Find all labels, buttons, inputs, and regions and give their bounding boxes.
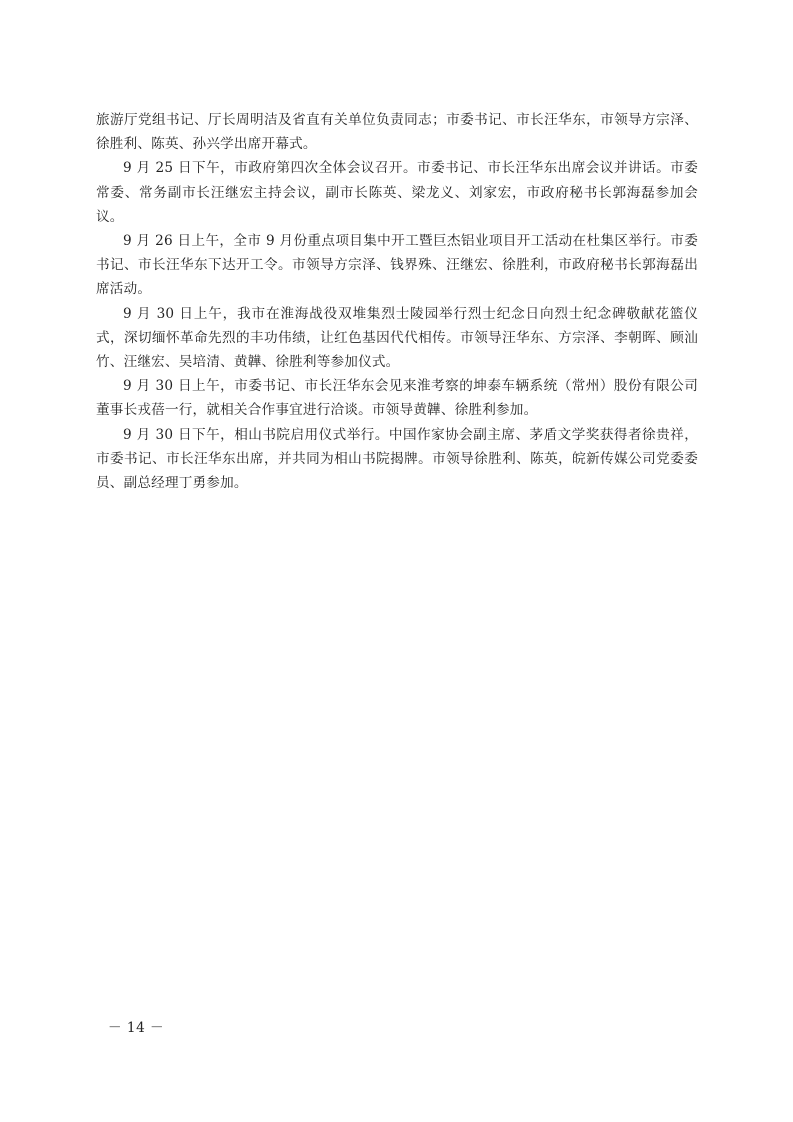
page-number: － 14 － <box>108 1020 165 1036</box>
paragraph-sep30-martyrs: 9 月 30 日上午，我市在淮海战役双堆集烈士陵园举行烈士纪念日向烈士纪念碑敬献花篮仪式，深切缅怀革命先烈的丰功伟绩，让红色基因代代相传。市领导汪华东、方宗泽、李朝晖、顾汕竹、汪继宏、吴培清、黄韡、徐胜利等参加仪式。 <box>96 305 698 371</box>
document-body <box>96 108 698 495</box>
paragraph-sep30-academy: 9 月 30 日下午，相山书院启用仪式举行。中国作家协会副主席、茅盾文学奖获得者徐贵祥，市委书记、市长汪华东出席，并共同为相山书院揭牌。市领导徐胜利、陈英，皖新传媒公司党委委员、副总经理丁勇参加。 <box>96 426 698 492</box>
paragraph-sep30-meeting: 9 月 30 日上午，市委书记、市长汪华东会见来淮考察的坤泰车辆系统（常州）股份有限公司董事长戎蓓一行，就相关合作事宜进行洽谈。市领导黄韡、徐胜利参加。 <box>96 378 698 419</box>
paragraph-continued: 旅游厅党组书记、厅长周明洁及省直有关单位负责同志；市委书记、市长汪华东，市领导方宗泽、徐胜利、陈英、孙兴学出席开幕式。 <box>96 112 698 153</box>
paragraph-sep26-projects: 9 月 26 日上午，全市 9 月份重点项目集中开工暨巨杰铝业项目开工活动在杜集区举行。市委书记、市长汪华东下达开工令。市领导方宗泽、钱界殊、汪继宏、徐胜利，市政府秘书长郭海磊出席活动。 <box>96 233 698 298</box>
paragraph-sep25-meeting: 9 月 25 日下午，市政府第四次全体会议召开。市委书记、市长汪华东出席会议并讲话。市委常委、常务副市长汪继宏主持会议，副市长陈英、梁龙义、刘家宏，市政府秘书长郭海磊参加会议。 <box>96 160 698 225</box>
